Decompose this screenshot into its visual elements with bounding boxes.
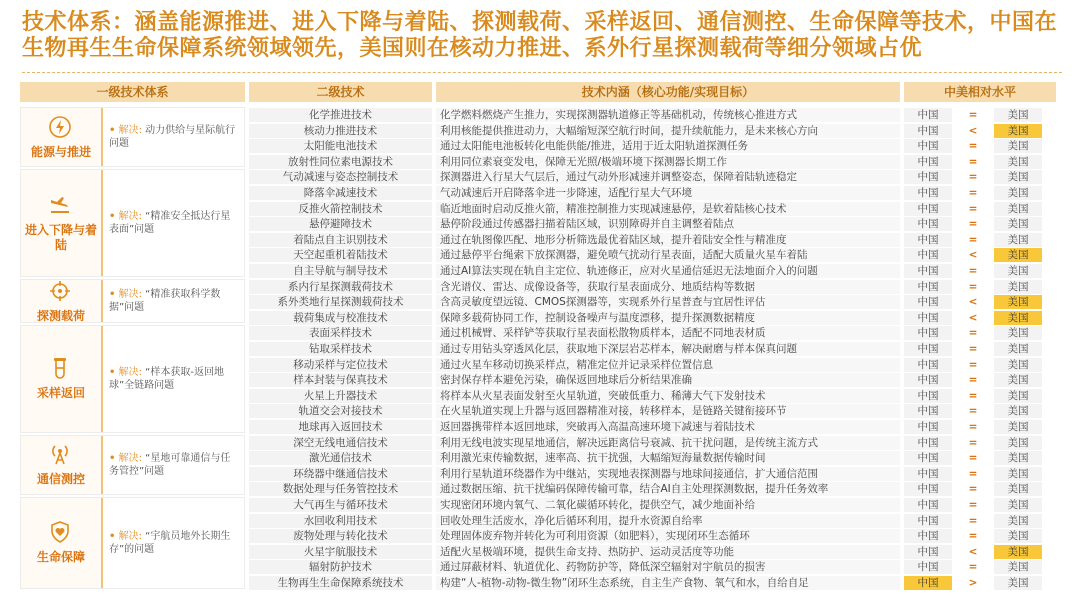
us-label: 美国 [994, 373, 1042, 387]
shield-heart-icon [48, 520, 74, 546]
comparison-sign: < [968, 545, 978, 558]
us-label: 美国 [994, 248, 1042, 262]
page-title: 技术体系：涵盖能源推进、进入下降与着陆、探测载荷、采样返回、通信测控、生命保障等技术，中国在生物再生生命保障系统领域领先，美国则在核动力推进、系外行星探测载荷等细分领域占优 [22, 10, 1058, 61]
table-row [249, 280, 1056, 295]
us-label: 美国 [994, 545, 1042, 559]
china-label: 中国 [904, 217, 952, 231]
table-row [249, 451, 1056, 466]
china-label: 中国 [904, 295, 952, 309]
solve-label: 解决: [118, 366, 142, 378]
category-solution [109, 124, 236, 150]
table-row [249, 482, 1056, 497]
tech-description: 处理固体废弃物并转化为可利用资源（如肥料），实现闭环生态循环 [436, 529, 900, 543]
us-label: 美国 [994, 576, 1042, 590]
table-row [249, 139, 1056, 154]
solution-text: “星地可靠通信与任务管控”问题 [109, 452, 231, 477]
china-label: 中国 [904, 514, 952, 528]
tech-name: 辐射防护技术 [249, 560, 432, 574]
tech-name: 激光通信技术 [249, 451, 432, 465]
tech-description: 通过屏蔽材料、轨道优化、药物防护等，降低深空辐射对宇航员的损害 [436, 560, 900, 574]
tech-description: 通过在轨图像匹配、地形分析筛选最优着陆区域，提升着陆安全性与精准度 [436, 233, 900, 247]
comparison-sign: > [968, 577, 978, 589]
china-label: 中国 [904, 373, 952, 387]
table-row [249, 186, 1056, 201]
tech-description: 利用同位素衰变发电，保障无光照/极端环境下探测器长期工作 [436, 155, 900, 169]
solution-text: “样本获取-返回地球”全链路问题 [109, 366, 224, 391]
category-solution [109, 452, 236, 478]
solve-label: 解决: [118, 210, 142, 222]
table-row [249, 155, 1056, 170]
category-card [21, 108, 103, 166]
us-label: 美国 [994, 155, 1042, 169]
comparison-sign: = [968, 374, 978, 387]
us-label: 美国 [994, 560, 1042, 574]
bullet: • [109, 452, 116, 464]
table-row [249, 170, 1056, 185]
comparison-sign: = [968, 140, 978, 153]
comparison-sign: = [968, 514, 978, 527]
table-row [249, 560, 1056, 575]
category-solution [109, 288, 236, 314]
category-name: 采样返回 [36, 386, 85, 401]
solve-label: 解决: [118, 288, 142, 300]
tech-name: 火星上升器技术 [249, 389, 432, 403]
tech-name: 样本封装与保真技术 [249, 373, 432, 387]
tech-name: 钻取采样技术 [249, 342, 432, 356]
us-label: 美国 [994, 326, 1042, 340]
tech-description: 利用激光束传输数据，速率高、抗干扰强，大幅缩短海量数据传输时间 [436, 451, 900, 465]
us-label: 美国 [994, 529, 1042, 543]
solve-label: 解决: [118, 125, 142, 137]
category-block [20, 169, 245, 276]
china-label: 中国 [904, 170, 952, 184]
tech-name: 深空无线电通信技术 [249, 436, 432, 450]
comparison-sign: = [968, 530, 978, 543]
tech-name: 反推火箭控制技术 [249, 202, 432, 216]
tech-description: 含光谱仪、雷达、成像设备等，获取行星表面成分、地质结构等数据 [436, 280, 900, 294]
china-label: 中国 [904, 326, 952, 340]
comparison-sign: = [968, 155, 978, 168]
table-row [249, 108, 1056, 123]
tech-name: 废物处理与转化技术 [249, 529, 432, 543]
tech-description: 利用行星轨道环绕器作为中继站，实现地表探测器与地球间接通信，扩大通信范围 [436, 467, 900, 481]
tech-name: 大气再生与循环技术 [249, 498, 432, 512]
comparison-sign: < [968, 124, 978, 137]
comparison-sign: = [968, 171, 978, 184]
china-label: 中国 [904, 342, 952, 356]
us-label: 美国 [994, 498, 1042, 512]
us-label: 美国 [994, 358, 1042, 372]
tech-description: 利用核能提供推进动力，大幅缩短深空航行时间，提升续航能力，是未来核心方向 [436, 124, 900, 138]
bullet: • [109, 125, 116, 137]
comparison-sign: = [968, 358, 978, 371]
tech-name: 表面采样技术 [249, 326, 432, 340]
comparison-sign: = [968, 265, 978, 277]
us-label: 美国 [994, 170, 1042, 184]
comparison-sign: = [968, 452, 978, 465]
tech-description: 气动减速后开启降落伞进一步降速，适配行星大气环境 [436, 186, 900, 200]
china-label: 中国 [904, 186, 952, 200]
tech-name: 数据处理与任务管控技术 [249, 482, 432, 496]
bullet: • [109, 210, 116, 222]
category-card [21, 280, 103, 323]
comparison-sign: < [968, 296, 978, 309]
tech-description: 将样本从火星表面发射至火星轨道，突破低重力、稀薄大气下发射技术 [436, 389, 900, 403]
comparison-sign: = [968, 280, 978, 293]
header-content: 技术内涵（核心功能/实现目标） [436, 82, 900, 102]
us-label: 美国 [994, 264, 1042, 278]
tech-name: 化学推进技术 [249, 108, 432, 122]
comparison-sign: = [968, 202, 978, 215]
china-label: 中国 [904, 420, 952, 434]
table-row [249, 529, 1056, 544]
category-block [20, 279, 245, 324]
header-level1: 一级技术体系 [20, 82, 245, 102]
china-label: 中国 [904, 436, 952, 450]
table-row [249, 295, 1056, 310]
table-row [249, 576, 1056, 591]
china-label: 中国 [904, 576, 952, 590]
us-label: 美国 [994, 280, 1042, 294]
china-label: 中国 [904, 404, 952, 418]
comparison-sign: = [968, 483, 978, 496]
tech-description: 密封保存样本避免污染，确保返回地球后分析结果准确 [436, 373, 900, 387]
category-block [20, 435, 245, 495]
tech-description: 通过专用钻头穿透风化层，获取地下深层岩芯样本，解决耐磨与样本保真问题 [436, 342, 900, 356]
tech-name: 核动力推进技术 [249, 124, 432, 138]
comparison-sign: = [968, 327, 978, 340]
lightning-icon [48, 115, 74, 141]
tech-description: 适配火星极端环境，提供生命支持、热防护、运动灵活度等功能 [436, 545, 900, 559]
tech-description: 通过太阳能电池板转化电能供能/推进，适用于近太阳轨道探测任务 [436, 139, 900, 153]
tech-description: 通过火星车移动切换采样点，精准定位并记录采样位置信息 [436, 358, 900, 372]
china-label: 中国 [904, 202, 952, 216]
signal-tower-icon [48, 442, 74, 468]
tech-name: 降落伞减速技术 [249, 186, 432, 200]
china-label: 中国 [904, 498, 952, 512]
china-label: 中国 [904, 124, 952, 138]
tech-description: 通过数据压缩、抗干扰编码保障传输可靠，结合AI自主处理探测数据，提升任务效率 [436, 482, 900, 496]
us-label: 美国 [994, 451, 1042, 465]
china-label: 中国 [904, 264, 952, 278]
us-label: 美国 [994, 514, 1042, 528]
china-label: 中国 [904, 155, 952, 169]
category-card [21, 436, 103, 494]
table-row [249, 342, 1056, 357]
tech-description: 通过悬停平台绳索下放探测器，避免喷气扰动行星表面，适配大质量火星车着陆 [436, 248, 900, 262]
us-label: 美国 [994, 311, 1042, 325]
crosshair-icon [48, 279, 74, 305]
china-label: 中国 [904, 389, 952, 403]
table-row [249, 233, 1056, 248]
header-level: 中美相对水平 [904, 82, 1056, 102]
comparison-sign: = [968, 499, 978, 511]
comparison-sign: = [968, 436, 978, 449]
tech-description: 化学燃料燃烧产生推力，实现探测器轨道修正等基础机动，传统核心推进方式 [436, 108, 900, 122]
comparison-sign: = [968, 343, 978, 355]
table-row [249, 358, 1056, 373]
tech-name: 轨道交会对接技术 [249, 404, 432, 418]
us-label: 美国 [994, 404, 1042, 418]
solution-text: “精准获取科学数据”问题 [109, 288, 221, 313]
comparison-sign: = [968, 561, 978, 574]
table-row [249, 264, 1056, 279]
tech-name: 着陆点自主识别技术 [249, 233, 432, 247]
tech-name: 悬停避障技术 [249, 217, 432, 231]
tech-description: 在火星轨道实现上升器与返回器精准对接，转移样本，是链路关键衔接环节 [436, 404, 900, 418]
us-label: 美国 [994, 342, 1042, 356]
tech-description: 返回器携带样本返回地球，突破再入高温高速环境下减速与着陆技术 [436, 420, 900, 434]
tech-name: 放射性同位素电源技术 [249, 155, 432, 169]
us-label: 美国 [994, 186, 1042, 200]
table-row [249, 311, 1056, 326]
comparison-sign: = [968, 187, 978, 199]
tech-description: 利用无线电波实现星地通信，解决远距离信号衰减、抗干扰问题，是传统主流方式 [436, 436, 900, 450]
solve-label: 解决: [118, 530, 142, 542]
category-block [20, 325, 245, 432]
comparison-sign: = [968, 405, 978, 418]
category-block [20, 497, 245, 589]
table-row [249, 389, 1056, 404]
comparison-sign: = [968, 233, 978, 246]
us-label: 美国 [994, 482, 1042, 496]
china-label: 中国 [904, 248, 952, 262]
china-label: 中国 [904, 560, 952, 574]
solution-text: 动力供给与星际航行问题 [109, 125, 236, 150]
comparison-sign: = [968, 467, 978, 480]
tech-name: 环绕器中继通信技术 [249, 467, 432, 481]
table-row [249, 202, 1056, 217]
table-row [249, 248, 1056, 263]
category-card [21, 498, 103, 588]
china-label: 中国 [904, 529, 952, 543]
tech-name: 系外类地行星探测载荷技术 [249, 295, 432, 309]
comparison-sign: = [968, 218, 978, 231]
tech-name: 气动减速与姿态控制技术 [249, 170, 432, 184]
table-row [249, 326, 1056, 341]
us-label: 美国 [994, 233, 1042, 247]
comparison-sign: = [968, 109, 978, 121]
table-row [249, 545, 1056, 560]
category-block [20, 107, 245, 167]
us-label: 美国 [994, 467, 1042, 481]
tech-description: 通过AI算法实现在轨自主定位、轨迹修正，应对火星通信延迟无法地面介入的问题 [436, 264, 900, 278]
category-card [21, 326, 103, 431]
bullet: • [109, 366, 116, 378]
us-label: 美国 [994, 436, 1042, 450]
category-name: 通信测控 [36, 472, 85, 487]
sample-tube-icon [48, 356, 74, 382]
us-label: 美国 [994, 108, 1042, 122]
category-name: 生命保障 [36, 550, 85, 565]
china-label: 中国 [904, 482, 952, 496]
tech-name: 地球再入返回技术 [249, 420, 432, 434]
us-label: 美国 [994, 202, 1042, 216]
category-card [21, 170, 103, 275]
china-label: 中国 [904, 358, 952, 372]
us-label: 美国 [994, 139, 1042, 153]
china-label: 中国 [904, 311, 952, 325]
table-row [249, 124, 1056, 139]
tech-name: 水回收利用技术 [249, 514, 432, 528]
category-name: 进入下降与着陆 [24, 222, 97, 252]
bullet: • [109, 530, 116, 542]
bullet: • [109, 288, 116, 300]
tech-name: 系内行星探测载荷技术 [249, 280, 432, 294]
china-label: 中国 [904, 280, 952, 294]
tech-description: 悬停阶段通过传感器扫描着陆区域，识别障碍并自主调整着陆点 [436, 217, 900, 231]
china-label: 中国 [904, 545, 952, 559]
tech-name: 火星宇航服技术 [249, 545, 432, 559]
table-row [249, 498, 1056, 513]
tech-name: 生物再生生命保障系统技术 [249, 576, 432, 590]
table-row [249, 217, 1056, 232]
solve-label: 解决: [118, 452, 142, 464]
us-label: 美国 [994, 389, 1042, 403]
solution-text: “精准安全抵达行星表面”问题 [109, 210, 231, 235]
table-row [249, 373, 1056, 388]
landing-plane-icon [48, 193, 74, 219]
china-label: 中国 [904, 139, 952, 153]
china-label: 中国 [904, 467, 952, 481]
tech-description: 实现密闭环境内氧气、二氧化碳循环转化，提供空气，减少地面补给 [436, 498, 900, 512]
header-level2: 二级技术 [249, 82, 432, 102]
tech-description: 通过机械臂、采样铲等获取行星表面松散物质样本，适配不同地表材质 [436, 326, 900, 340]
table-row [249, 420, 1056, 435]
category-solution [109, 210, 236, 236]
tech-name: 载荷集成与校准技术 [249, 311, 432, 325]
category-name: 探测载荷 [36, 308, 85, 323]
tech-description: 含高灵敏度望远镜、CMOS探测器等，实现系外行星普查与宜居性评估 [436, 295, 900, 309]
us-label: 美国 [994, 217, 1042, 231]
tech-description: 临近地面时启动反推火箭，精准控制推力实现减速悬停，是软着陆核心技术 [436, 202, 900, 216]
tech-description: 探测器进入行星大气层后，通过气动外形减速并调整姿态，保障着陆轨迹稳定 [436, 170, 900, 184]
tech-name: 太阳能电池技术 [249, 139, 432, 153]
comparison-sign: = [968, 389, 978, 402]
tech-description: 回收处理生活废水，净化后循环利用，提升水资源自给率 [436, 514, 900, 528]
comparison-sign: = [968, 421, 978, 433]
us-label: 美国 [994, 124, 1042, 138]
tech-description: 构建“人-植物-动物-微生物”闭环生态系统，自主生产食物、氧气和水，自给自足 [436, 576, 900, 590]
table-row [249, 404, 1056, 419]
category-solution [109, 530, 236, 556]
china-label: 中国 [904, 451, 952, 465]
tech-description: 保障多载荷协同工作，控制设备噪声与温度漂移，提升探测数据精度 [436, 311, 900, 325]
category-solution [109, 366, 236, 392]
comparison-sign: < [968, 249, 978, 262]
us-label: 美国 [994, 420, 1042, 434]
tech-name: 移动采样与定位技术 [249, 358, 432, 372]
title-divider [22, 72, 1062, 73]
china-label: 中国 [904, 108, 952, 122]
tech-name: 自主导航与制导技术 [249, 264, 432, 278]
us-label: 美国 [994, 295, 1042, 309]
comparison-sign: < [968, 311, 978, 324]
table-row [249, 436, 1056, 451]
category-name: 能源与推进 [30, 144, 91, 159]
china-label: 中国 [904, 233, 952, 247]
table-row [249, 514, 1056, 529]
table-row [249, 467, 1056, 482]
tech-name: 天空起重机着陆技术 [249, 248, 432, 262]
solution-text: “宇航员地外长期生存”的问题 [109, 530, 231, 555]
